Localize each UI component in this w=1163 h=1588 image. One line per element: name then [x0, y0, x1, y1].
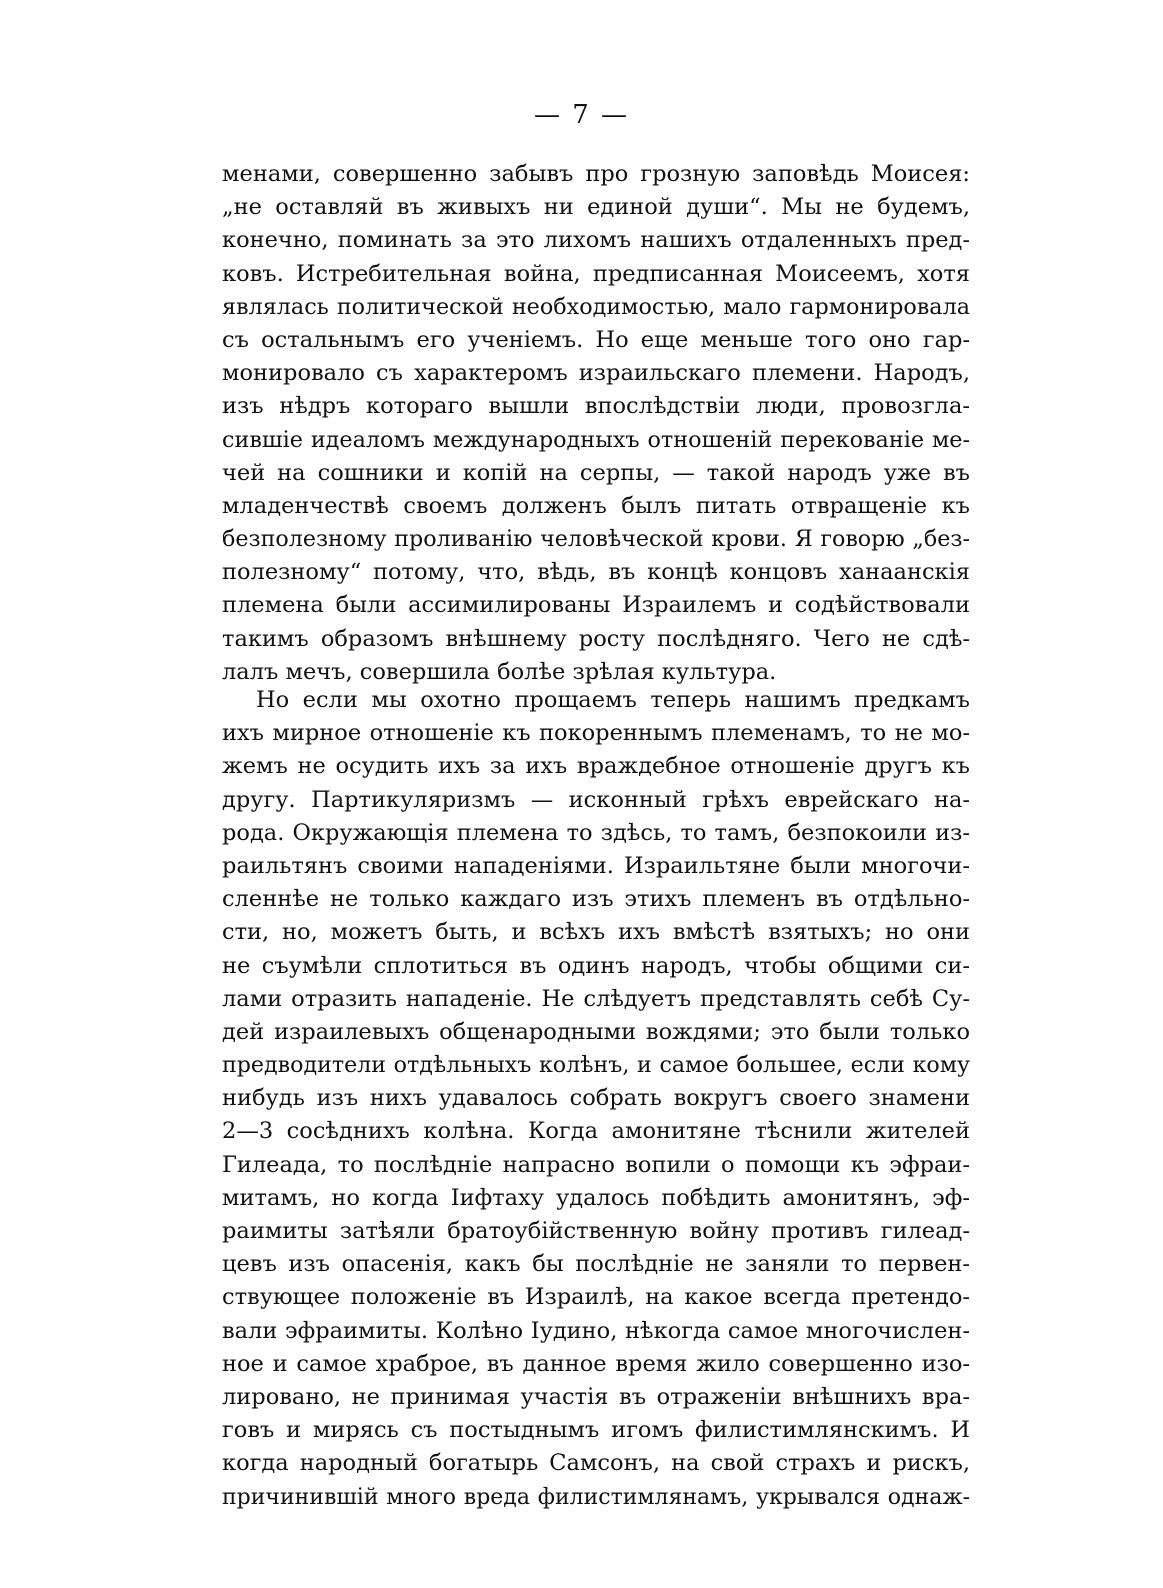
text-line: монировало съ характеромъ израильскаго племени. Народъ, [222, 360, 970, 387]
text-line: Но если мы охотно прощаемъ теперь нашимъ предкамъ [256, 687, 970, 713]
text-line: сившіе идеаломъ международныхъ отношеній перекованіе ме- [222, 426, 970, 453]
text-line: Гилеада, то послѣдніе напрасно вопили о помощи къ эфраи- [222, 1151, 970, 1178]
text-line: безполезному проливанію человѣческой крови. Я говорю „без- [222, 526, 970, 553]
text-line: младенчествѣ своемъ долженъ былъ питать отвращеніе къ [222, 492, 970, 519]
text-line: причинившій много вреда филистимлянамъ, укрывался однаж- [222, 1484, 970, 1510]
text-line: ное и самое храброе, въ данное время жило совершенно изо- [222, 1350, 970, 1377]
text-line: съ остальнымъ его ученіемъ. Но еще меньше того оно гар- [222, 326, 970, 353]
text-line: рода. Окружающія племена то здѣсь, то тамъ, безпокоили из- [222, 819, 970, 846]
text-line: такимъ образомъ внѣшнему росту послѣдняго. Чего не сдѣ- [222, 625, 970, 652]
text-line: полезному“ потому, что, вѣдь, въ концѣ концовъ ханаанскія [222, 559, 970, 586]
text-line: 2—3 сосѣднихъ колѣна. Когда амонитяне тѣснили жителей [222, 1118, 970, 1145]
text-line: раимиты затѣяли братоубійственную войну противъ гилеад- [222, 1218, 970, 1244]
text-line: раильтянъ своими нападеніями. Израильтяне были многочи- [222, 852, 970, 879]
text-line: чей на сошники и копій на серпы, — такой народъ уже въ [222, 459, 970, 486]
text-line: цевъ изъ опасенія, какъ бы послѣдніе не заняли то первен- [222, 1251, 970, 1278]
text-line: жемъ не осудить ихъ за ихъ враждебное отношеніе другъ къ [222, 753, 970, 780]
text-line: племена были ассимилированы Израилемъ и содѣйствовали [222, 592, 970, 619]
text-line: нибудь изъ нихъ удавалось собрать вокругъ своего знамени [222, 1085, 970, 1112]
text-line: другу. Партикуляризмъ — исконный грѣхъ еврейскаго на- [222, 786, 970, 813]
text-line: ствующее положеніе въ Израилѣ, на какое всегда претендо- [222, 1284, 970, 1311]
text-line: дей израилевыхъ общенародными вождями; это были только [222, 1018, 970, 1045]
text-line: ихъ мирное отношеніе къ покореннымъ племенамъ, то не мо- [222, 720, 970, 747]
text-line: сти, но, можетъ быть, и всѣхъ ихъ вмѣстѣ взятыхъ; но они [222, 919, 970, 946]
text-line: предводители отдѣльныхъ колѣнъ, и самое большее, если кому [222, 1052, 970, 1079]
text-line: менами, совершенно забывъ про грозную заповѣдь Моисея: [222, 161, 970, 187]
text-line: когда народный богатырь Самсонъ, на свой страхъ и рискъ, [222, 1450, 970, 1477]
paragraph-2 [222, 684, 970, 1514]
text-line: лами отразить нападеніе. Не слѣдуетъ представлять себѣ Су- [222, 985, 970, 1012]
text-line: „не оставляй въ живыхъ ни единой души“. Мы не будемъ, [222, 194, 970, 221]
text-line: вали эфраимиты. Колѣно Іудино, нѣкогда самое многочислен- [222, 1317, 970, 1344]
text-line: конечно, поминать за это лихомъ нашихъ отдаленныхъ пред- [222, 227, 970, 254]
text-line: не съумѣли сплотиться въ одинъ народъ, чтобы общими си- [222, 952, 970, 979]
text-line: ковъ. Истребительная война, предписанная Моисеемъ, хотя [222, 260, 970, 287]
text-line: изъ нѣдръ котораго вышли впослѣдствіи люди, провозгла- [222, 393, 970, 420]
text-line: сленнѣе не только каждаго изъ этихъ племенъ въ отдѣльно- [222, 886, 970, 913]
text-line: говъ и мирясь съ постыднымъ игомъ филистимлянскимъ. И [222, 1417, 970, 1444]
text-line: являлась политической необходимостью, мало гармонировала [222, 293, 970, 320]
page-number: — 7 — [533, 100, 630, 130]
text-line: митамъ, но когда Іифтаху удалось побѣдить амонитянъ, эф- [222, 1184, 970, 1211]
paragraph-1 [222, 158, 970, 689]
text-line: лалъ мечъ, совершила болѣе зрѣлая культура. [222, 658, 777, 685]
text-line: лировано, не принимая участія въ отраженіи внѣшнихъ вра- [222, 1383, 970, 1410]
